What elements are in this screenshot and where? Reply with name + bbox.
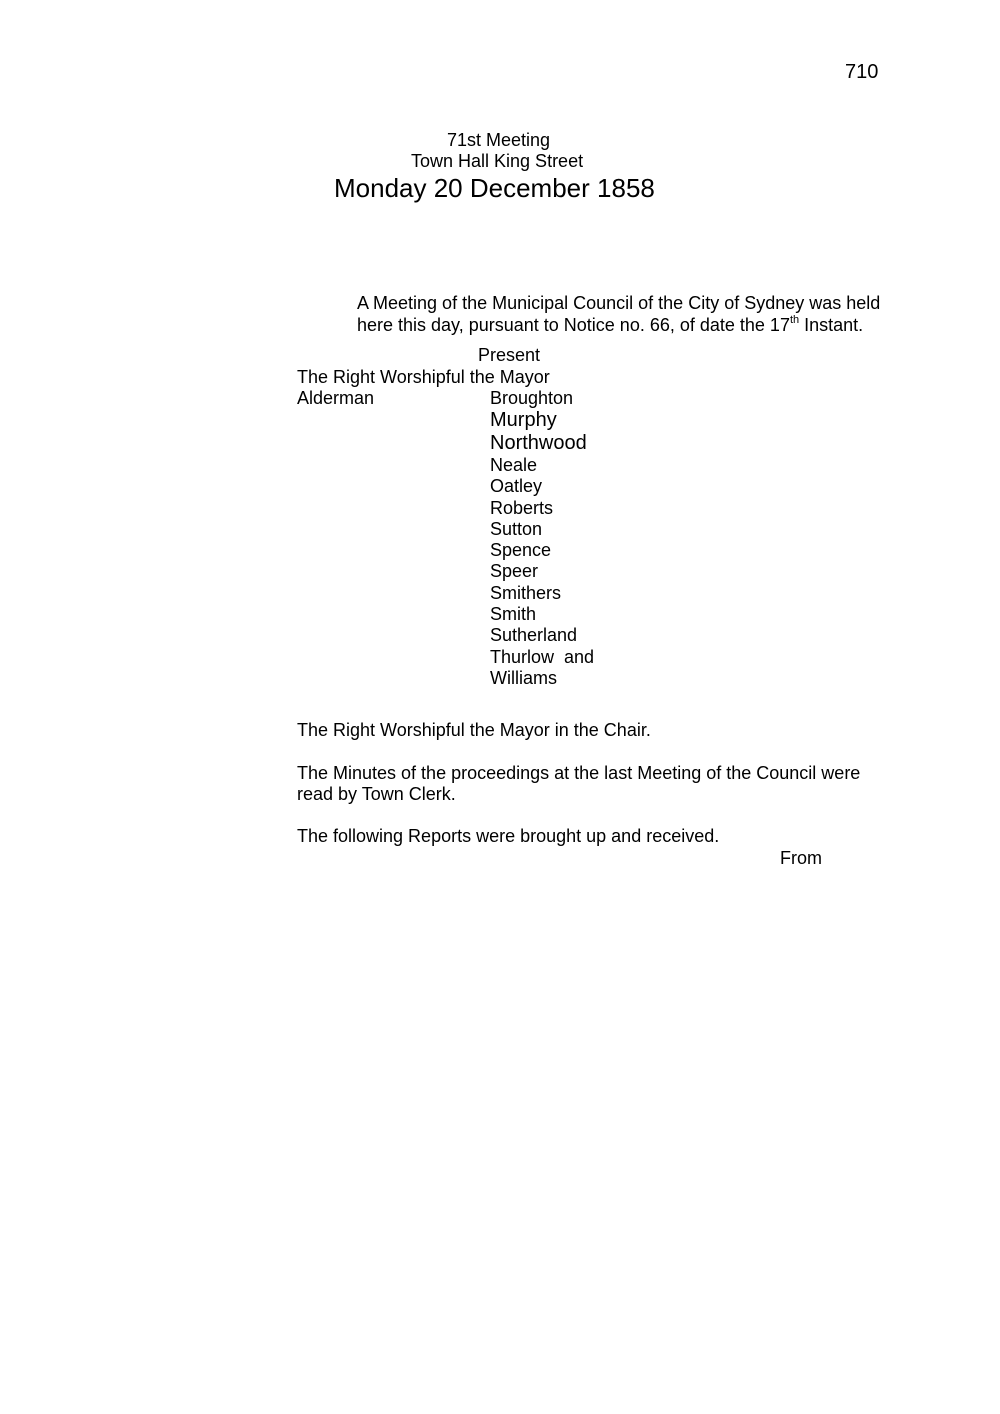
alderman-name: Speer (490, 561, 539, 581)
alderman-name: Roberts (490, 498, 554, 518)
alderman-name: Williams (490, 668, 557, 688)
alderman-name: Northwood (490, 432, 587, 454)
page-number: 710 (845, 61, 879, 83)
intro-line-2-text: here this day, pursuant to Notice no. 66, of date the 17 (357, 315, 790, 335)
meeting-date-title: Monday 20 December 1858 (334, 173, 655, 203)
minutes-line-2: read by Town Clerk. (297, 784, 456, 804)
chair-statement: The Right Worshipful the Mayor in the Chair. (297, 720, 651, 740)
intro-line-1: A Meeting of the Municipal Council of the City of Sydney was held (357, 293, 881, 313)
alderman-name: Broughton (490, 388, 574, 408)
mayor-line: The Right Worshipful the Mayor (297, 367, 550, 387)
meeting-venue: Town Hall King Street (411, 151, 584, 171)
alderman-name: Spence (490, 540, 552, 560)
alderman-name: Thurlow and (490, 647, 595, 667)
alderman-name: Sutherland (490, 625, 578, 645)
alderman-label: Alderman (297, 388, 375, 408)
reports-statement: The following Reports were brought up and received. (297, 826, 720, 846)
alderman-name: Smith (490, 604, 537, 624)
alderman-name: Neale (490, 455, 538, 475)
catchword: From (780, 848, 822, 868)
alderman-name: Oatley (490, 476, 543, 496)
alderman-name: Murphy (490, 409, 557, 431)
present-heading: Present (478, 345, 541, 365)
alderman-name: Sutton (490, 519, 543, 539)
ordinal-suffix: th (789, 314, 800, 326)
intro-line-2-end: Instant. (799, 315, 864, 335)
meeting-number: 71st Meeting (447, 130, 551, 150)
intro-line-2 (357, 316, 863, 334)
minutes-line-1: The Minutes of the proceedings at the last Meeting of the Council were (297, 763, 861, 783)
alderman-name: Smithers (490, 583, 562, 603)
